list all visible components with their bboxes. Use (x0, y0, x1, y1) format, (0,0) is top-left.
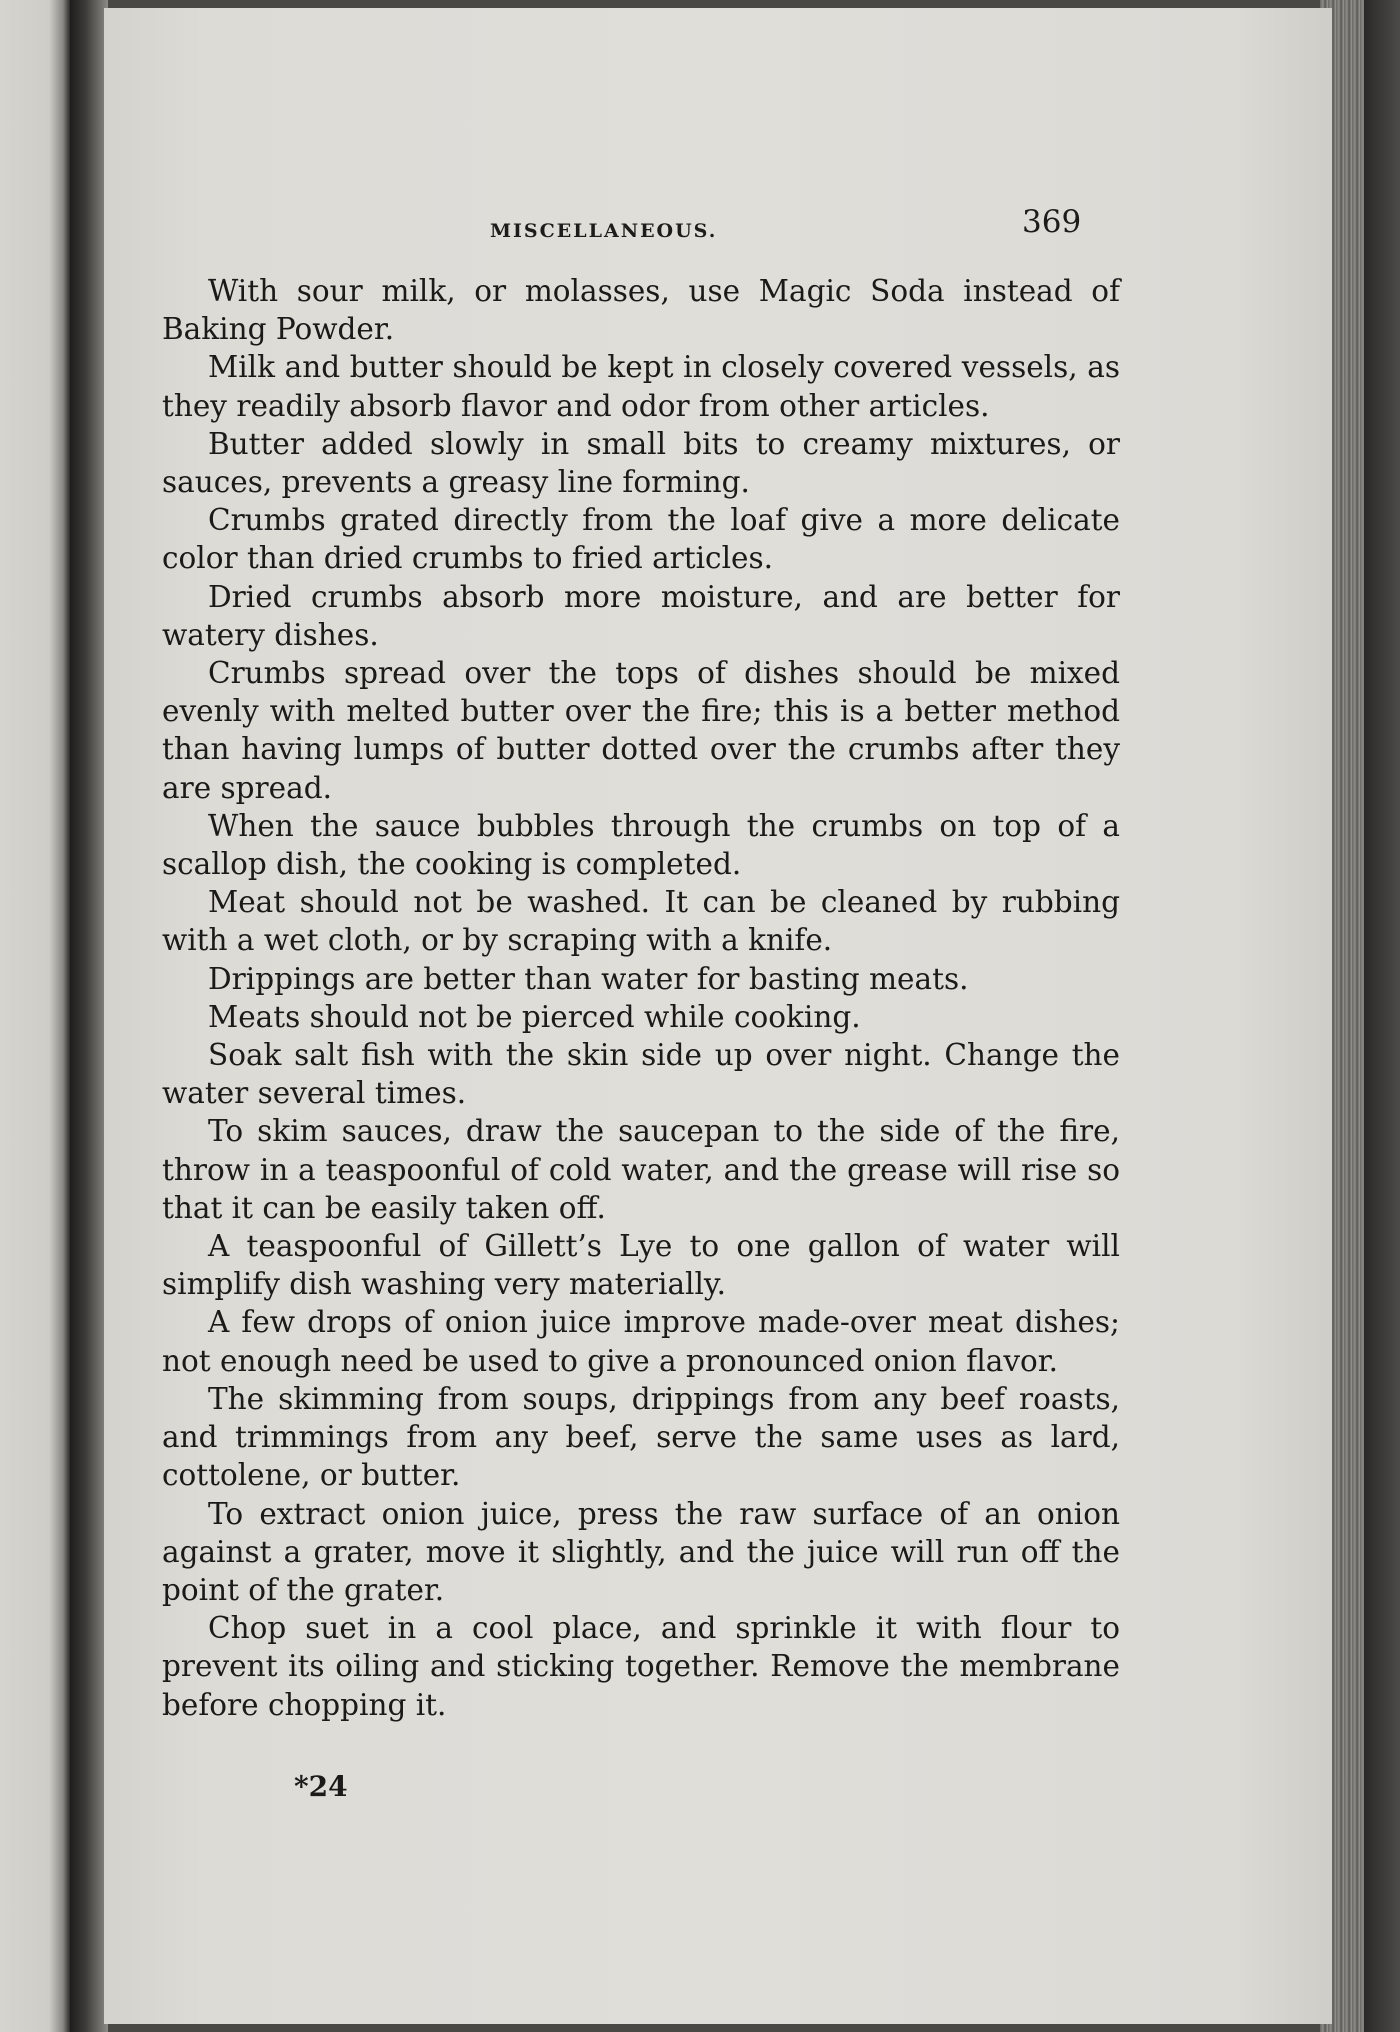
paragraph: Crumbs grated directly from the loaf give a more delicate color than dried crumbs to fried articles. (162, 503, 1120, 576)
page-stack-edges (1320, 0, 1400, 2032)
signature-mark: *24 (294, 1770, 348, 1803)
paragraph: Butter added slowly in small bits to creamy mixtures, or sauces, prevents a greasy line forming. (162, 426, 1120, 500)
page-number: 369 (1022, 204, 1082, 240)
paragraph: The skimming from soups, drippings from any beef roasts, and trimmings from any beef, serve the same uses as lard, cottolene, or butter. (162, 1381, 1120, 1493)
paragraph: Crumbs spread over the tops of dishes should be mixed evenly with melted butter over the fire; this is a better method than having lumps of butter dotted over the crumbs after they are spread. (162, 656, 1120, 805)
paragraph: To skim sauces, draw the saucepan to the side of the fire, throw in a teaspoonful of cold water, and the grease will rise so that it can be easily taken off. (162, 1114, 1120, 1225)
body-text (162, 272, 1120, 1724)
paragraph: Meats should not be pierced while cooking. (208, 999, 861, 1034)
paragraph: Meat should not be washed. It can be cleaned by rubbing with a wet cloth, or by scraping with a knife. (162, 885, 1120, 958)
paragraph: Drippings are better than water for basting meats. (208, 961, 969, 996)
facing-page-edge (0, 0, 70, 2032)
paragraph: Dried crumbs absorb more moisture, and are better for watery dishes. (162, 579, 1120, 652)
paragraph: Chop suet in a cool place, and sprinkle it with flour to prevent its oiling and sticking together. Remove the membrane before chopping it. (162, 1611, 1120, 1722)
paragraph: To extract onion juice, press the raw surface of an onion against a grater, move it slightly, and the juice will run off the point of the grater. (162, 1496, 1120, 1607)
running-head: MISCELLANEOUS. (490, 220, 718, 242)
paragraph: Soak salt fish with the skin side up over night. Change the water several times. (162, 1038, 1120, 1111)
paragraph: A teaspoonful of Gillett’s Lye to one gallon of water will simplify dish washing very materially. (162, 1229, 1120, 1302)
book-gutter (70, 0, 108, 2032)
paragraph: With sour milk, or molasses, use Magic Soda instead of Baking Powder. (162, 274, 1120, 347)
book-page (104, 8, 1332, 2024)
paragraph: A few drops of onion juice improve made-over meat dishes; not enough need be used to give a pronounced onion flavor. (162, 1305, 1120, 1378)
paragraph: When the sauce bubbles through the crumbs on top of a scallop dish, the cooking is completed. (162, 808, 1120, 882)
paragraph: Milk and butter should be kept in closely covered vessels, as they readily absorb flavor and odor from other articles. (162, 350, 1120, 423)
